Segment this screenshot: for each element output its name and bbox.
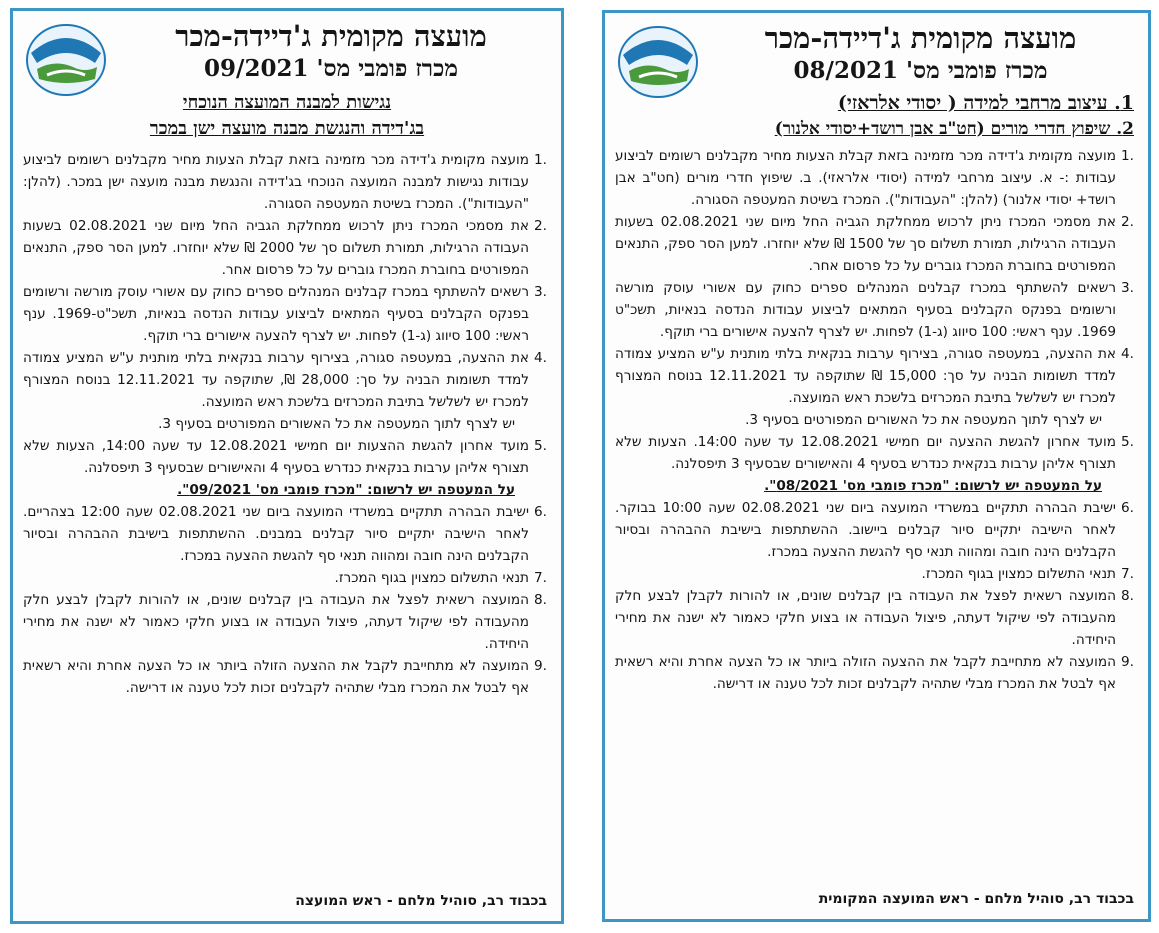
tender-subject-line-2: בג'דידה והנגשת מבנה מועצה ישן במכר xyxy=(149,118,425,139)
clause-text: מועצה מקומית ג'דידה מכר מזמינה בזאת קבלת הצעות מחיר מקבלנים רשומים לביצוע עבודות נגישות למבנה המועצה הנוכחי בג'דידה והנגשת מבנה מועצה ישן במכר. (להלן: "העבודות"). המכרז בשיטת המעטפה הסגורה. xyxy=(23,152,529,212)
tender-subject-line-2: 2. שיפוץ חדרי מורים (חט"ב אבן רושד+יסודי אלנור) xyxy=(774,119,1134,139)
signature: בכבוד רב, סוהיל מלחם - ראש המועצה xyxy=(295,893,547,909)
clause-text: את ההצעה, במעטפה סגורה, בצירוף ערבות בנקאית בלתי מותנית ע"ש המציע צמודה למדד תשומות הבניה על סך: 28,000 ₪, שתוקפה עד 12.11.2021 בנוסח המצורף למכרז יש לשלשל בתיבת המכרזים בלשכת ראש המועצה. xyxy=(23,350,529,410)
tender-subject-line-1: 1. עיצוב מרחבי למידה ( יסודי אלראזי) xyxy=(837,92,1134,114)
clause-text: מועד אחרון להגשת ההצעות יום חמישי 12.08.2021 עד שעה 14:00, הצעות שלא תצורף אליהן ערבות בנקאית כנדרש בסעיף 4 והאישורים שבסעיף 3 תיפסלנה. xyxy=(23,438,529,476)
tender-notice-09-2021 xyxy=(10,8,564,924)
notice-header xyxy=(13,11,561,149)
clause-text: ישיבת הבהרה תתקיים במשרדי המועצה ביום שני 02.08.2021 שעה 12:00 בצהריים. לאחר הישיבה יתקיים סיור קבלנים במבנים. ההשתתפות בישיבת ההבהרה ובסיור הקבלנים הינה חובה ומהווה תנאי סף להגשת ההצעה במכרז. xyxy=(23,504,529,564)
clause-7: .7 תנאי התשלום כמצוין בגוף המכרז. xyxy=(615,563,1134,585)
council-name: מועצה מקומית ג'דיידה-מכר xyxy=(175,19,487,53)
clause-4: .4 את ההצעה, במעטפה סגורה, בצירוף ערבות בנקאית בלתי מותנית ע"ש המציע צמודה למדד תשומות הבניה על סך: 15,000 ₪ שתוקפה עד 12.11.2021 בנוסח המצורף למכרז יש לשלשל בתיבת המכרזים בלשכת ראש המועצה. xyxy=(615,343,1134,409)
clause-4-note: יש לצרף לתוך המעטפה את כל האשורים המפורטים בסעיף 3. xyxy=(745,412,1102,428)
clause-text: המועצה לא מתחייבת לקבל את ההצעה הזולה ביותר או כל הצעה אחרת והיא רשאית אף לבטל את המכרז מבלי שתהיה לקבלנים זכות לכל טענה או דרישה. xyxy=(615,654,1116,692)
clause-text: רשאים להשתתף במכרז קבלנים המנהלים ספרים כחוק עם אשורי עוסק מורשה ורשומים בפנקס הקבלנים בסעיף המתאים לביצוע עבודות הנדסה בנאיות, תשכ"ט 1969. ענף ראשי: 100 סיווג (ג-1) לפחות. יש לצרף להצעה אישורים ברי תוקף. xyxy=(615,280,1116,340)
clause-3: .3 רשאים להשתתף במכרז קבלנים המנהלים ספרים כחוק עם אשורי עוסק מורשה ורשומים בפנקס הקבלנים בסעיף המתאים לביצוע עבודות הנדסה בנאיות, תשכ"ט 1969. ענף ראשי: 100 סיווג (ג-1) לפחות. יש לצרף להצעה אישורים ברי תוקף. xyxy=(615,277,1134,343)
notice-clauses xyxy=(605,145,1148,695)
tender-notice-08-2021 xyxy=(602,10,1151,922)
clause-5: .5 מועד אחרון להגשת ההצעה יום חמישי 12.08.2021 עד שעה 14:00. הצעות שלא תצורף אליהן ערבות בנקאית כנדרש בסעיף 4 והאישורים שבסעיף 3 תיפסלנה. xyxy=(615,431,1134,475)
clause-4-note: יש לצרף לתוך המעטפה את כל האשורים המפורטים בסעיף 3. xyxy=(158,416,515,432)
clause-9: .9 המועצה לא מתחייבת לקבל את ההצעה הזולה ביותר או כל הצעה אחרת והיא רשאית אף לבטל את המכרז מבלי שתהיה לקבלנים זכות לכל טענה או דרישה. xyxy=(23,655,547,699)
tender-title: מכרז פומבי מס' 09/2021 xyxy=(204,55,458,82)
clause-8: .8 המועצה רשאית לפצל את העבודה בין קבלנים שונים, או להורות לקבלן לבצע חלק מהעבודה לפי שיקול דעתה, פיצול העבודה או בצוע חלקי כאמור לא ישנה את מחירי היחידה. xyxy=(615,585,1134,651)
clause-6: .6 ישיבת הבהרה תתקיים במשרדי המועצה ביום שני 02.08.2021 שעה 12:00 בצהריים. לאחר הישיבה יתקיים סיור קבלנים במבנים. ההשתתפות בישיבת ההבהרה ובסיור הקבלנים הינה חובה ומהווה תנאי סף להגשת ההצעה במכרז. xyxy=(23,501,547,567)
clause-text: המועצה רשאית לפצל את העבודה בין קבלנים שונים, או להורות לקבלן לבצע חלק מהעבודה לפי שיקול דעתה, פיצול העבודה או בצוע חלקי כאמור לא ישנה את מחירי היחידה. xyxy=(23,592,529,652)
council-logo-icon xyxy=(617,25,699,99)
clause-text: את מסמכי המכרז ניתן לרכוש ממחלקת הגביה החל מיום שני 02.08.2021 בשעות העבודה הרגילות, תמורת תשלום סך של 2000 ₪ שלא יוחזרו. למען הסר ספק, התנאים המפורטים בחוברת המכרז גוברים על כל פרסום אחר. xyxy=(23,218,529,278)
clause-6: .6 ישיבת הבהרה תתקיים במשרדי המועצה ביום שני 02.08.2021 שעה 10:00 בבוקר. לאחר הישיבה יתקיים סיור קבלנים ביישוב. ההשתתפות בישיבת ההבהרה ובסיור הקבלנים הינה חובה ומהווה תנאי סף להגשת ההצעה במכרז. xyxy=(615,497,1134,563)
clause-8: .8 המועצה רשאית לפצל את העבודה בין קבלנים שונים, או להורות לקבלן לבצע חלק מהעבודה לפי שיקול דעתה, פיצול העבודה או בצוע חלקי כאמור לא ישנה את מחירי היחידה. xyxy=(23,589,547,655)
clause-text: המועצה רשאית לפצל את העבודה בין קבלנים שונים, או להורות לקבלן לבצע חלק מהעבודה לפי שיקול דעתה, פיצול העבודה או בצוע חלקי כאמור לא ישנה את מחירי היחידה. xyxy=(615,588,1116,648)
clause-7: .7 תנאי התשלום כמצוין בגוף המכרז. xyxy=(23,567,547,589)
clause-text: המועצה לא מתחייבת לקבל את ההצעה הזולה ביותר או כל הצעה אחרת והיא רשאית אף לבטל את המכרז מבלי שתהיה לקבלנים זכות לכל טענה או דרישה. xyxy=(23,658,529,696)
clause-1: .1 מועצה מקומית ג'דידה מכר מזמינה בזאת קבלת הצעות מחיר מקבלנים רשומים לביצוע עבודות :- א. עיצוב מרחבי למידה (יסודי אלראזי). ב. שיפוץ חדרי מורים (חט"ב אבן רושד+ יסודי אלנור) (להלן: "העבודות"). המכרז בשיטת המעטפה הסגורה. xyxy=(615,145,1134,211)
clause-text: ישיבת הבהרה תתקיים במשרדי המועצה ביום שני 02.08.2021 שעה 10:00 בבוקר. לאחר הישיבה יתקיים סיור קבלנים ביישוב. ההשתתפות בישיבת ההבהרה ובסיור הקבלנים הינה חובה ומהווה תנאי סף להגשת ההצעה במכרז. xyxy=(615,500,1116,560)
clause-5: .5 מועד אחרון להגשת ההצעות יום חמישי 12.08.2021 עד שעה 14:00, הצעות שלא תצורף אליהן ערבות בנקאית כנדרש בסעיף 4 והאישורים שבסעיף 3 תיפסלנה. xyxy=(23,435,547,479)
clause-4: .4 את ההצעה, במעטפה סגורה, בצירוף ערבות בנקאית בלתי מותנית ע"ש המציע צמודה למדד תשומות הבניה על סך: 28,000 ₪, שתוקפה עד 12.11.2021 בנוסח המצורף למכרז יש לשלשל בתיבת המכרזים בלשכת ראש המועצה. xyxy=(23,347,547,413)
clause-text: תנאי התשלום כמצוין בגוף המכרז. xyxy=(921,566,1116,582)
tender-title: מכרז פומבי מס' 08/2021 xyxy=(793,57,1048,84)
notice-header xyxy=(605,13,1148,139)
clause-2: .2 את מסמכי המכרז ניתן לרכוש ממחלקת הגביה החל מיום שני 02.08.2021 בשעות העבודה הרגילות, תמורת תשלום סך של 1500 ₪ שלא יוחזרו. למען הסר ספק, התנאים המפורטים בחוברת המכרז גוברים על כל פרסום אחר. xyxy=(615,211,1134,277)
notice-clauses xyxy=(13,149,561,699)
clause-1: .1 מועצה מקומית ג'דידה מכר מזמינה בזאת קבלת הצעות מחיר מקבלנים רשומים לביצוע עבודות נגישות למבנה המועצה הנוכחי בג'דידה והנגשת מבנה מועצה ישן במכר. (להלן: "העבודות"). המכרז בשיטת המעטפה הסגורה. xyxy=(23,149,547,215)
signature: בכבוד רב, סוהיל מלחם - ראש המועצה המקומית xyxy=(818,891,1134,907)
council-name: מועצה מקומית ג'דיידה-מכר xyxy=(764,21,1077,55)
clause-3: .3 רשאים להשתתף במכרז קבלנים המנהלים ספרים כחוק עם אשורי עוסק מורשה ורשומים בפנקס הקבלנים בסעיף המתאים לביצוע עבודות הנדסה בנאיות, תשכ"ט-1969. ענף ראשי: 100 סיווג (ג-1) לפחות. יש לצרף להצעה אישורים ברי תוקף. xyxy=(23,281,547,347)
clause-text: את מסמכי המכרז ניתן לרכוש ממחלקת הגביה החל מיום שני 02.08.2021 בשעות העבודה הרגילות, תמורת תשלום סך של 1500 ₪ שלא יוחזרו. למען הסר ספק, התנאים המפורטים בחוברת המכרז גוברים על כל פרסום אחר. xyxy=(615,214,1116,274)
clause-text: מועד אחרון להגשת ההצעה יום חמישי 12.08.2021 עד שעה 14:00. הצעות שלא תצורף אליהן ערבות בנקאית כנדרש בסעיף 4 והאישורים שבסעיף 3 תיפסלנה. xyxy=(615,434,1116,472)
clause-9: .9 המועצה לא מתחייבת לקבל את ההצעה הזולה ביותר או כל הצעה אחרת והיא רשאית אף לבטל את המכרז מבלי שתהיה לקבלנים זכות לכל טענה או דרישה. xyxy=(615,651,1134,695)
clause-text: את ההצעה, במעטפה סגורה, בצירוף ערבות בנקאית בלתי מותנית ע"ש המציע צמודה למדד תשומות הבניה על סך: 15,000 ₪ שתוקפה עד 12.11.2021 בנוסח המצורף למכרז יש לשלשל בתיבת המכרזים בלשכת ראש המועצה. xyxy=(615,346,1116,406)
clause-text: מועצה מקומית ג'דידה מכר מזמינה בזאת קבלת הצעות מחיר מקבלנים רשומים לביצוע עבודות :- א. עיצוב מרחבי למידה (יסודי אלראזי). ב. שיפוץ חדרי מורים (חט"ב אבן רושד+ יסודי אלנור) (להלן: "העבודות"). המכרז בשיטת המעטפה הסגורה. xyxy=(615,148,1116,208)
council-logo-icon xyxy=(25,23,107,97)
clause-text: רשאים להשתתף במכרז קבלנים המנהלים ספרים כחוק עם אשורי עוסק מורשה ורשומים בפנקס הקבלנים בסעיף המתאים לביצוע עבודות הנדסה בנאיות, תשכ"ט-1969. ענף ראשי: 100 סיווג (ג-1) לפחות. יש לצרף להצעה אישורים ברי תוקף. xyxy=(23,284,529,344)
tender-subject-line-1: נגישות למבנה המועצה הנוכחי xyxy=(182,92,392,113)
clause-2: .2 את מסמכי המכרז ניתן לרכוש ממחלקת הגביה החל מיום שני 02.08.2021 בשעות העבודה הרגילות, תמורת תשלום סך של 2000 ₪ שלא יוחזרו. למען הסר ספק, התנאים המפורטים בחוברת המכרז גוברים על כל פרסום אחר. xyxy=(23,215,547,281)
clause-5-note: על המעטפה יש לרשום: "מכרז פומבי מס' 09/2021". xyxy=(177,482,515,498)
clause-text: תנאי התשלום כמצוין בגוף המכרז. xyxy=(334,570,529,586)
clause-5-note: על המעטפה יש לרשום: "מכרז פומבי מס' 08/2021". xyxy=(764,478,1102,494)
